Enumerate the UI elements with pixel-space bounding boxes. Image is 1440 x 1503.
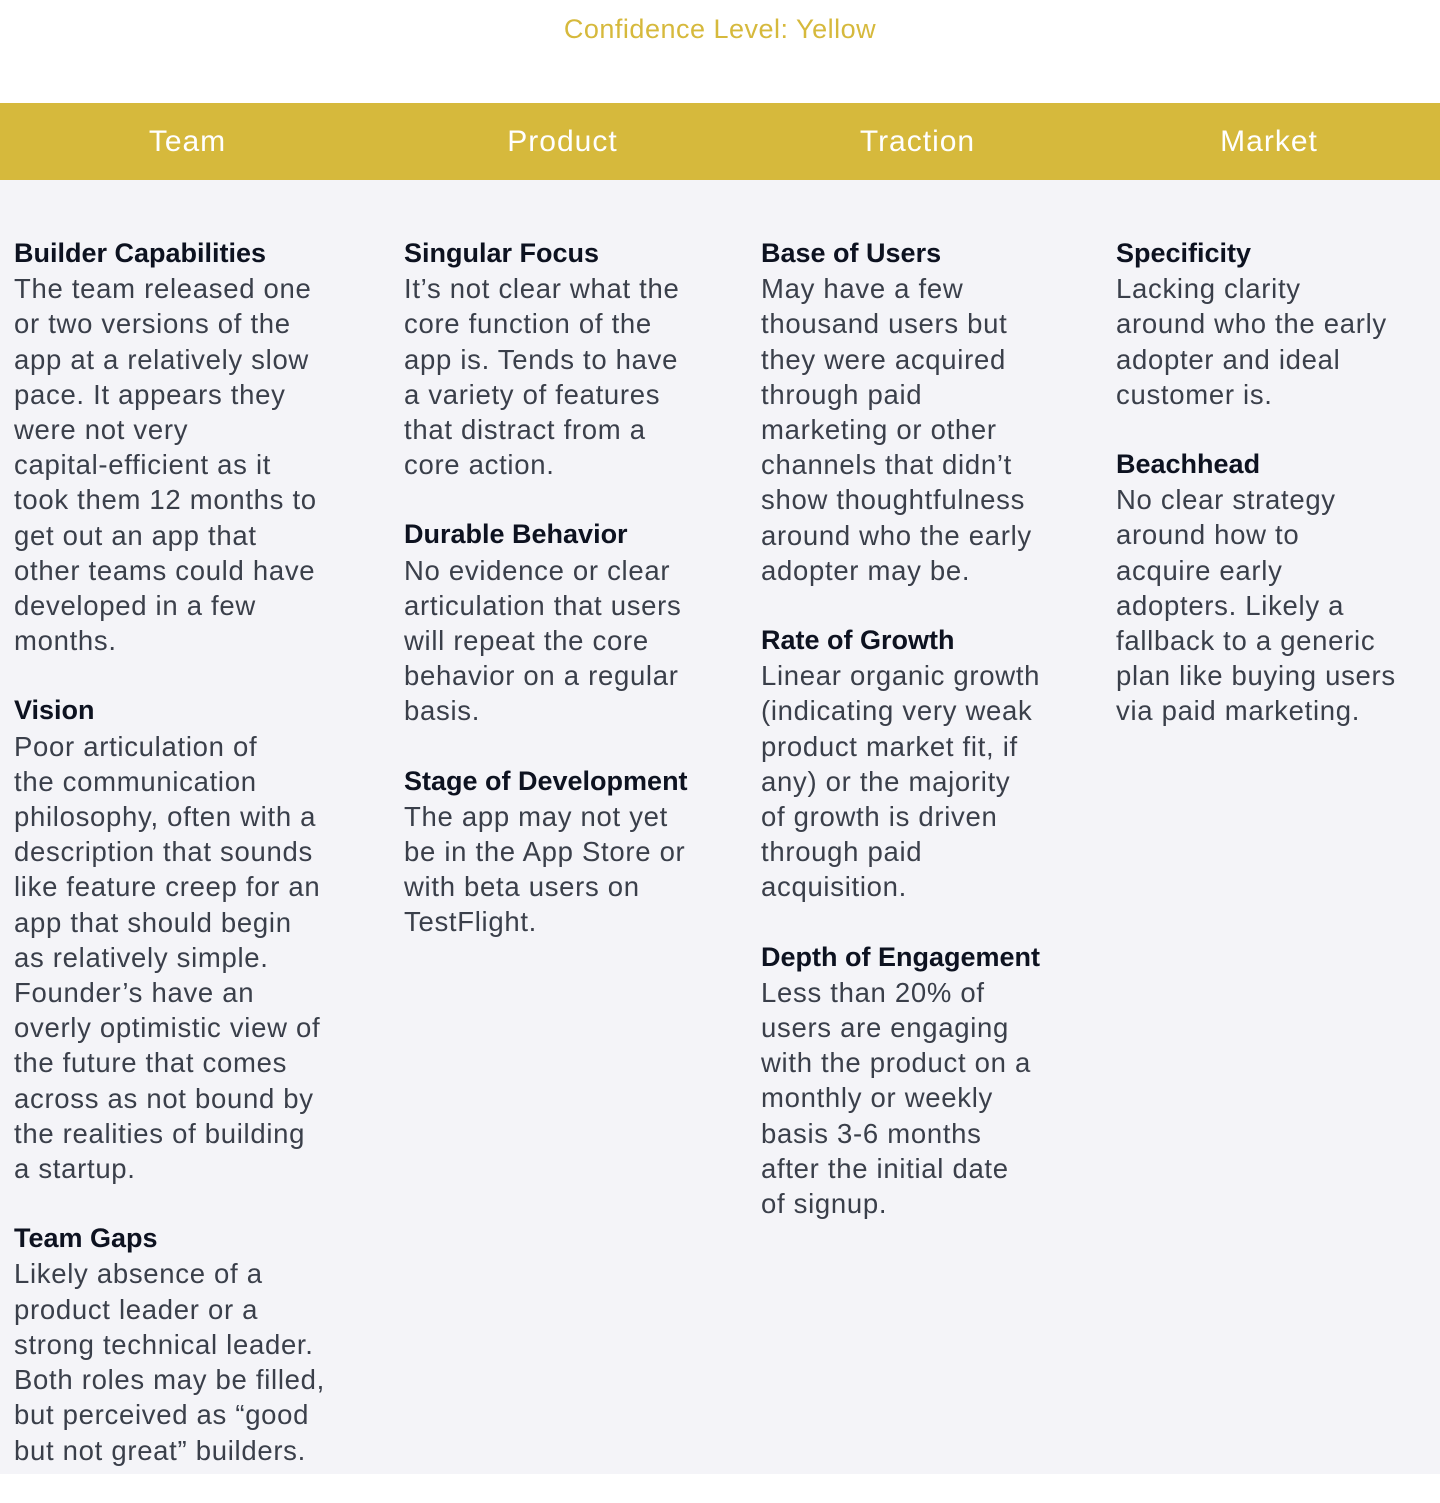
description-line: product leader or a	[14, 1293, 259, 1325]
criterion-description	[14, 729, 374, 1187]
criterion-description	[14, 1256, 374, 1467]
description-line: around who the early	[761, 519, 1032, 551]
criterion-section	[14, 236, 374, 658]
description-line: other teams could have	[14, 554, 316, 586]
description-line: basis 3-6 months	[761, 1117, 982, 1149]
description-line: via paid marketing.	[1116, 695, 1361, 727]
description-line: overly optimistic view of	[14, 1012, 321, 1044]
description-line: marketing or other	[761, 414, 997, 446]
criterion-description	[1116, 271, 1436, 412]
criterion-description	[404, 799, 744, 940]
column-team	[14, 236, 374, 1503]
description-line: will repeat the core	[404, 625, 649, 657]
description-line: of growth is driven	[761, 801, 998, 833]
criterion-title: Builder Capabilities	[14, 238, 267, 268]
criterion-title: Specificity	[1116, 238, 1252, 268]
criterion-section	[14, 1221, 374, 1467]
description-line: after the initial date	[761, 1152, 1009, 1184]
description-line: acquire early	[1116, 554, 1283, 586]
criterion-description	[761, 271, 1101, 588]
criterion-section	[1116, 447, 1436, 729]
criterion-description	[1116, 482, 1436, 728]
description-line: May have a few	[761, 273, 964, 305]
description-line: months.	[14, 625, 117, 657]
description-line: fallback to a generic	[1116, 625, 1376, 657]
description-line: were not very	[14, 414, 189, 446]
description-line: core action.	[404, 449, 555, 481]
description-line: around how to	[1116, 519, 1300, 551]
description-line: thousand users but	[761, 308, 1008, 340]
description-line: TestFlight.	[404, 906, 538, 938]
description-line: articulation that users	[404, 589, 682, 621]
description-line: Likely absence of a	[14, 1258, 263, 1290]
description-line: app at a relatively slow	[14, 343, 309, 375]
description-line: through paid	[761, 836, 923, 868]
description-line: but not great” builders.	[14, 1434, 306, 1466]
description-line: show thoughtfulness	[761, 484, 1026, 516]
description-line: or two versions of the	[14, 308, 291, 340]
description-line: capital-efficient as it	[14, 449, 272, 481]
description-line: (indicating very weak	[761, 695, 1033, 727]
column-header-traction: Traction	[859, 125, 976, 158]
criterion-title: Depth of Engagement	[761, 941, 1041, 972]
criterion-section	[761, 623, 1101, 905]
criterion-description	[14, 271, 374, 658]
description-line: the future that comes	[14, 1047, 288, 1079]
description-line: Poor articulation of	[14, 730, 258, 762]
description-line: of signup.	[761, 1188, 888, 1220]
description-line: philosophy, often with a	[14, 801, 317, 833]
criterion-section	[404, 764, 744, 940]
confidence-level-title: Confidence Level: Yellow	[563, 14, 877, 44]
description-line: app that should begin	[14, 906, 292, 938]
column-header-team: Team	[148, 125, 227, 158]
description-line: Founder’s have an	[14, 977, 255, 1009]
description-line: customer is.	[1116, 378, 1273, 410]
criterion-description	[761, 658, 1101, 904]
content-area	[0, 180, 1440, 1474]
description-line: like feature creep for an	[14, 871, 321, 903]
criterion-description	[761, 975, 1101, 1221]
description-line: across as not bound by	[14, 1082, 314, 1114]
description-line: channels that didn’t	[761, 449, 1012, 481]
description-line: strong technical leader.	[14, 1328, 314, 1360]
description-line: It’s not clear what the	[404, 273, 680, 305]
description-line: Linear organic growth	[761, 660, 1041, 692]
description-line: as relatively simple.	[14, 941, 269, 973]
description-line: adopters. Likely a	[1116, 589, 1345, 621]
criterion-section	[1116, 236, 1436, 412]
description-line: but perceived as “good	[14, 1399, 310, 1431]
description-line: through paid	[761, 378, 923, 410]
criterion-title: Vision	[14, 695, 95, 726]
description-line: with the product on a	[761, 1047, 1032, 1079]
criterion-section	[14, 693, 374, 1186]
description-line: any) or the majority	[761, 765, 1011, 797]
description-line: Less than 20% of	[761, 976, 985, 1008]
criterion-section	[404, 517, 744, 728]
criterion-section	[761, 236, 1101, 588]
description-line: the realities of building	[14, 1117, 306, 1149]
criterion-title: Stage of Development	[404, 765, 688, 796]
description-line: product market fit, if	[761, 730, 1018, 762]
description-line: took them 12 months to	[14, 484, 317, 516]
description-line: No clear strategy	[1116, 484, 1336, 516]
criterion-section	[404, 236, 744, 482]
description-line: The team released one	[14, 273, 312, 305]
description-line: developed in a few	[14, 590, 256, 622]
description-line: users are engaging	[761, 1012, 1010, 1044]
description-line: with beta users on	[404, 871, 640, 903]
criterion-title: Singular Focus	[404, 238, 600, 268]
description-line: basis.	[404, 695, 481, 727]
description-line: be in the App Store or	[404, 836, 686, 868]
description-line: a startup.	[14, 1153, 136, 1185]
description-line: the communication	[14, 765, 257, 797]
criterion-title: Durable Behavior	[404, 519, 628, 550]
column-header-market: Market	[1220, 125, 1318, 158]
description-line: a variety of features	[404, 378, 661, 410]
description-line: description that sounds	[14, 836, 313, 868]
description-line: pace. It appears they	[14, 378, 286, 410]
criterion-title: Base of Users	[761, 238, 942, 268]
header-bar	[0, 103, 1440, 180]
title-area	[0, 0, 1440, 103]
description-line: Both roles may be filled,	[14, 1364, 325, 1396]
description-line: around who the early	[1116, 308, 1387, 340]
criterion-section	[761, 940, 1101, 1222]
description-line: adopter and ideal	[1116, 343, 1341, 375]
criterion-description	[404, 271, 744, 482]
description-line: No evidence or clear	[404, 554, 671, 586]
criterion-description	[404, 553, 744, 729]
column-product	[404, 236, 744, 975]
column-header-product: Product	[507, 125, 618, 158]
description-line: Lacking clarity	[1116, 273, 1301, 305]
description-line: adopter may be.	[761, 554, 971, 586]
description-line: behavior on a regular	[404, 660, 679, 692]
criterion-title: Beachhead	[1116, 449, 1261, 480]
criterion-title: Team Gaps	[14, 1223, 158, 1254]
description-line: monthly or weekly	[761, 1082, 993, 1114]
description-line: acquisition.	[761, 871, 907, 903]
description-line: plan like buying users	[1116, 660, 1396, 692]
description-line: core function of the	[404, 308, 652, 340]
description-line: they were acquired	[761, 343, 1006, 375]
description-line: that distract from a	[404, 414, 646, 446]
criterion-title: Rate of Growth	[761, 625, 955, 656]
column-market	[1116, 236, 1436, 764]
column-traction	[761, 236, 1101, 1256]
description-line: app is. Tends to have	[404, 343, 679, 375]
description-line: The app may not yet	[404, 800, 668, 832]
description-line: get out an app that	[14, 519, 257, 551]
